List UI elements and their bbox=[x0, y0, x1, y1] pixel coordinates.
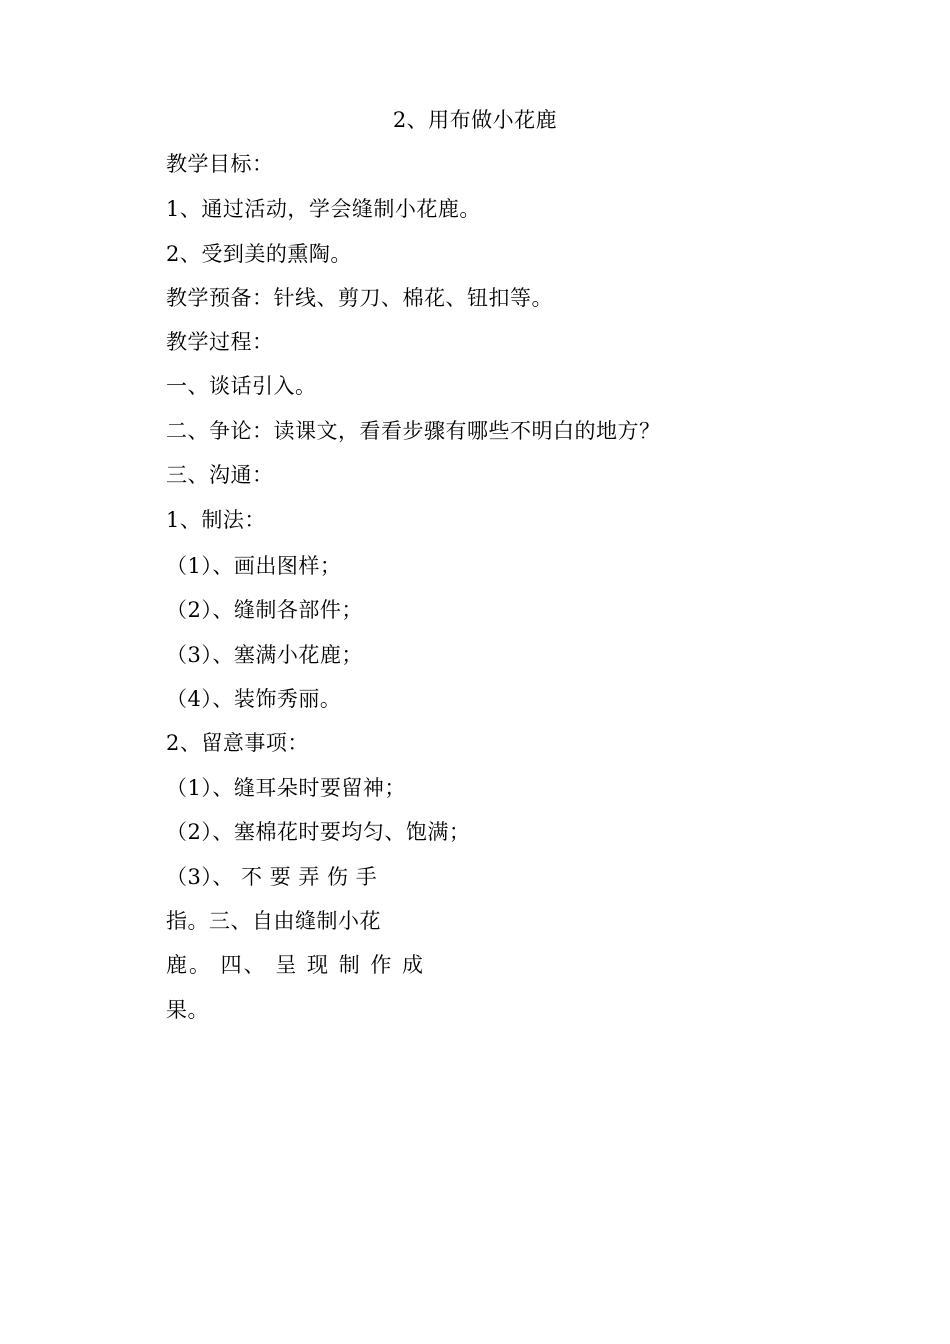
text-line-method-3: （3）、塞满小花鹿； bbox=[166, 643, 363, 667]
text-line-notes: 2、留意事项： bbox=[166, 731, 309, 755]
text-line-step-4: 鹿。 四、 呈 现 制 作 成 bbox=[166, 953, 426, 977]
text-line-note-1: （1）、缝耳朵时要留神； bbox=[166, 776, 406, 800]
text-line-preparation: 教学预备：针线、剪刀、棉花、钮扣等。 bbox=[166, 286, 553, 310]
text-line-note-3: （3）、 不 要 弄 伤 手 bbox=[166, 865, 378, 889]
text-line-process: 教学过程： bbox=[166, 330, 274, 354]
text-line-step-4-cont: 果。 bbox=[166, 998, 209, 1022]
text-line-teaching-goals: 教学目标： bbox=[166, 152, 274, 176]
document-title: 2、用布做小花鹿 bbox=[392, 108, 558, 132]
text-line-step-2: 二、争论：读课文，看看步骤有哪些不明白的地方？ bbox=[166, 419, 661, 443]
text-line-step-3: 三、沟通： bbox=[166, 463, 274, 487]
text-line-goal-2: 2、受到美的熏陶。 bbox=[166, 242, 352, 266]
text-line-note-2: （2）、塞棉花时要均匀、饱满； bbox=[166, 820, 471, 844]
text-line-goal-1: 1、通过活动，学会缝制小花鹿。 bbox=[166, 197, 481, 221]
text-line-method: 1、制法： bbox=[166, 508, 266, 532]
text-line-step-1: 一、谈话引入。 bbox=[166, 374, 317, 398]
text-line-note-3-cont: 指。三、自由缝制小花 bbox=[166, 909, 381, 933]
text-line-method-1: （1）、画出图样； bbox=[166, 554, 342, 578]
text-line-method-4: （4）、装饰秀丽。 bbox=[166, 687, 342, 711]
text-line-method-2: （2）、缝制各部件； bbox=[166, 598, 363, 622]
